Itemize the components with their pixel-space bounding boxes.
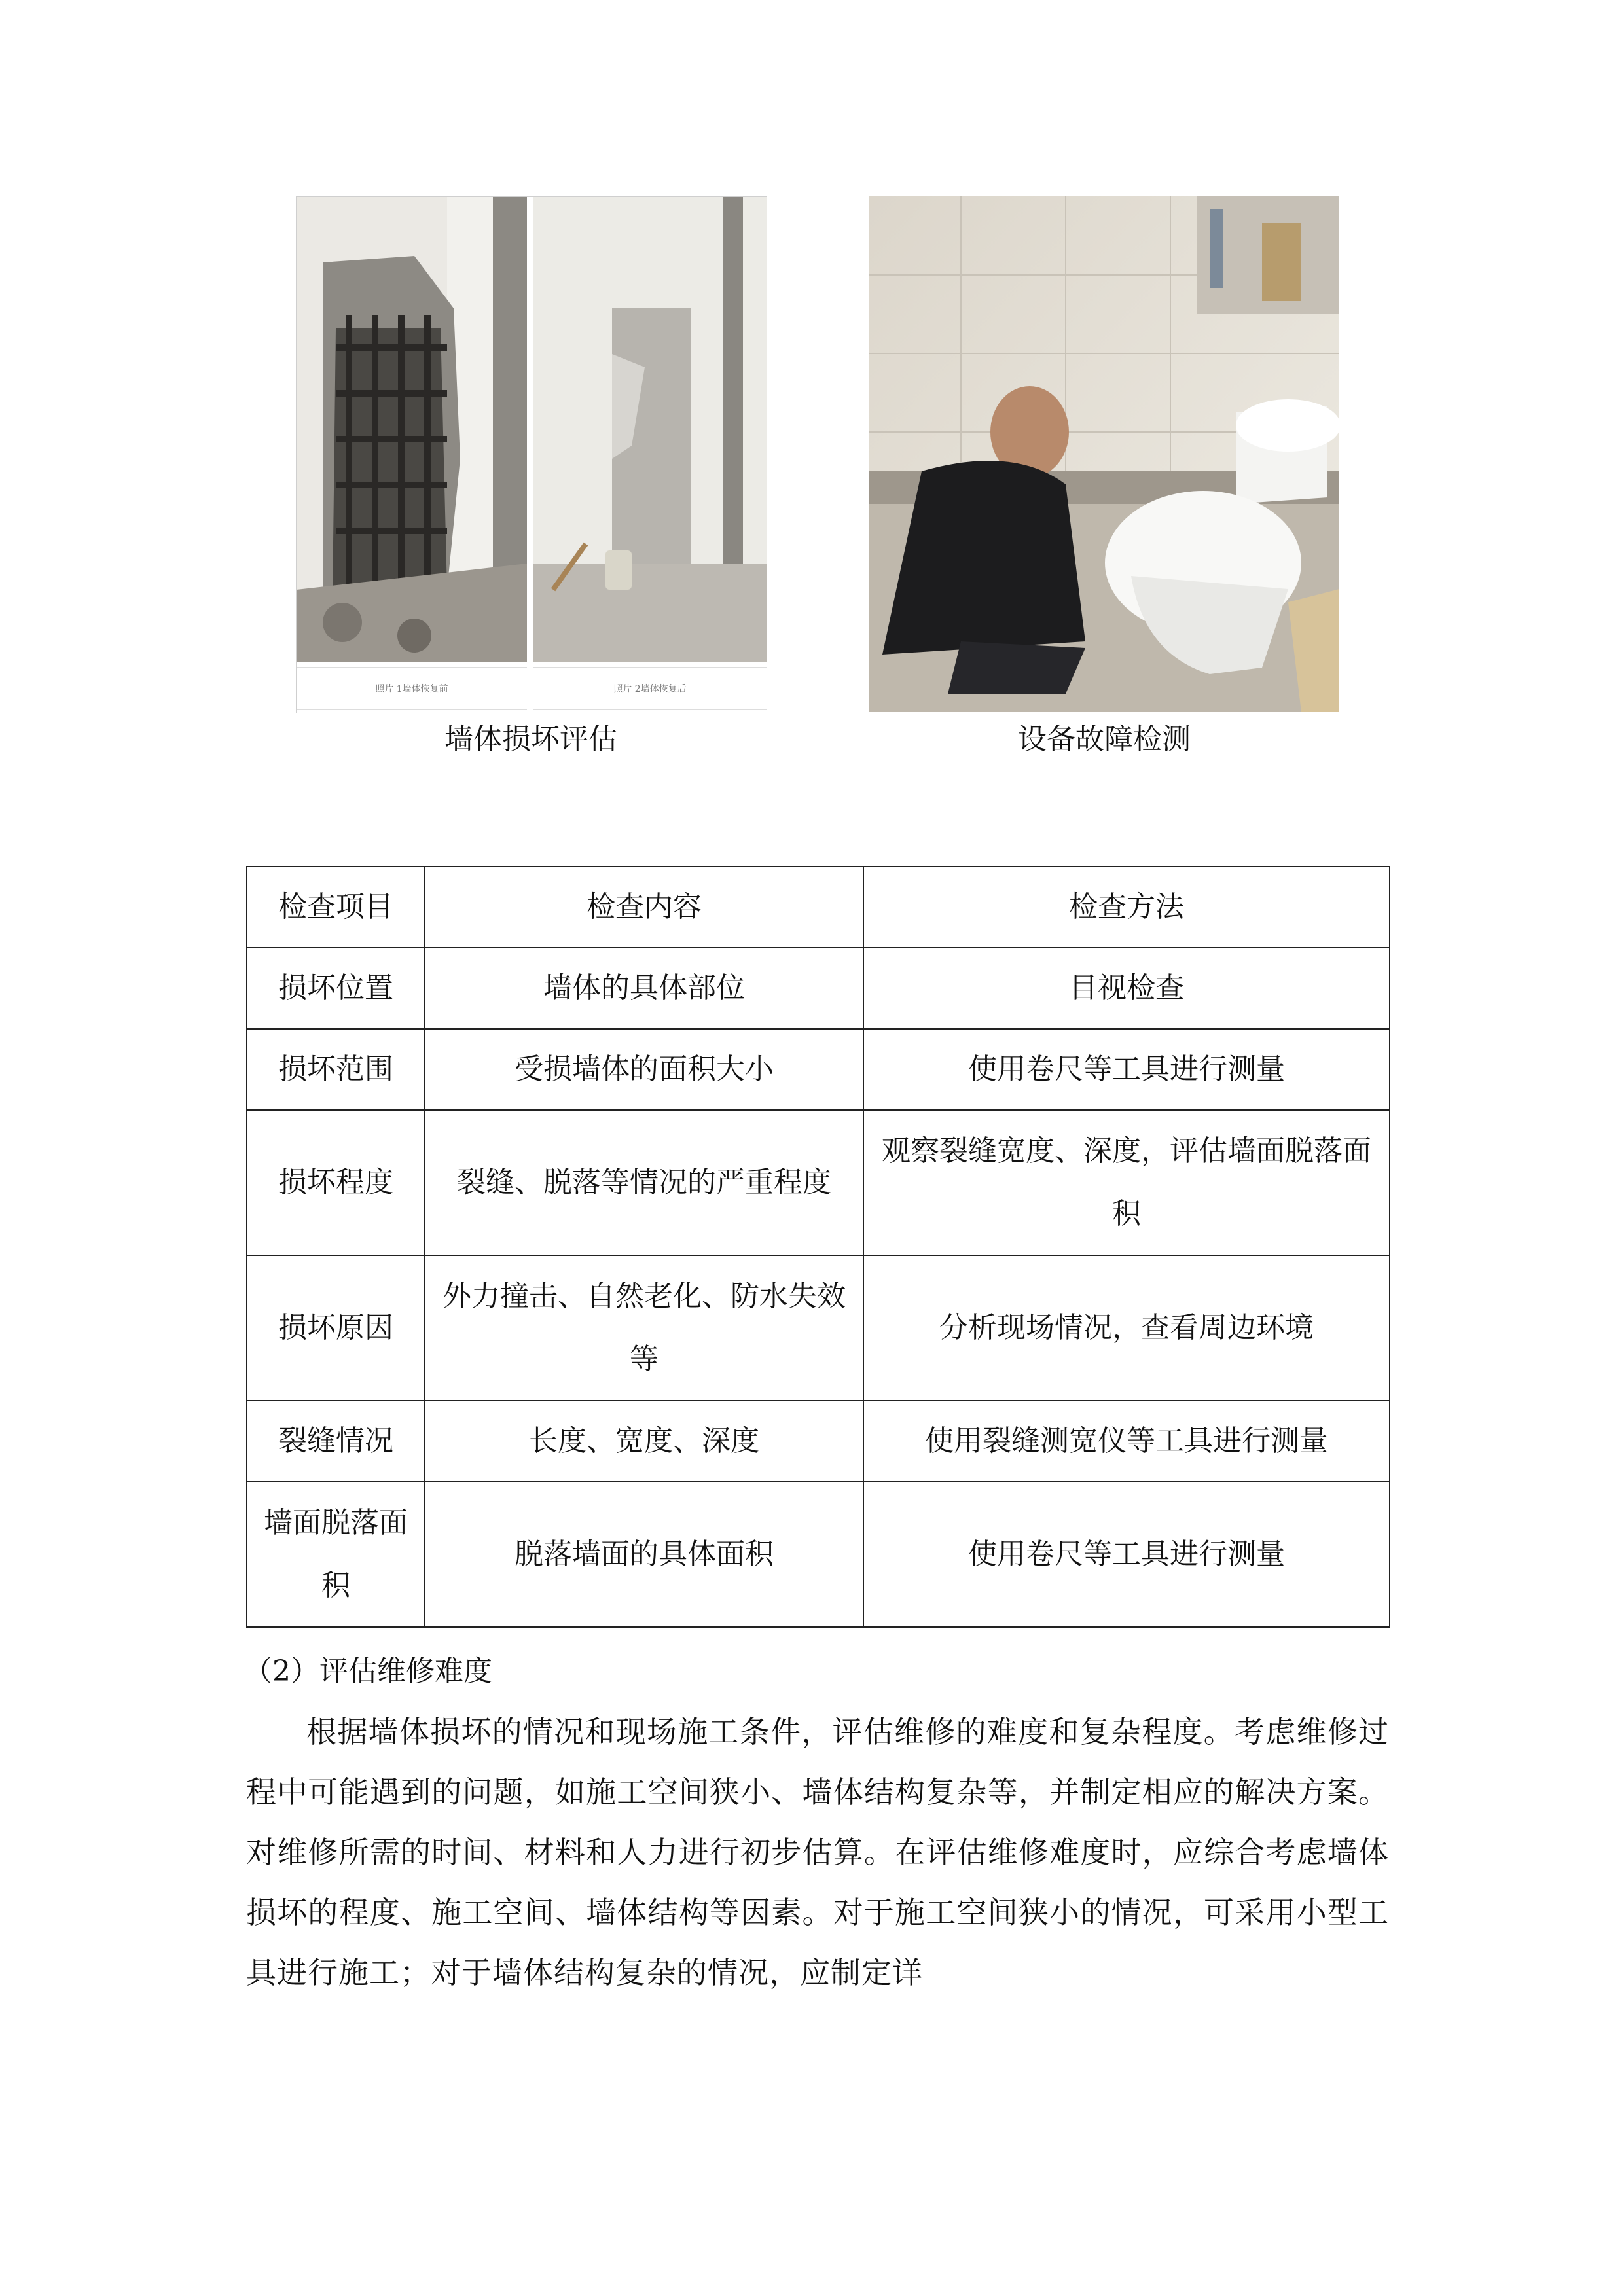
table-row: [247, 1401, 1390, 1482]
panel-label: 照片 1墙体恢复前: [297, 667, 527, 710]
panel-label: 照片 2墙体恢复后: [533, 667, 767, 710]
table-cell: 观察裂缝宽度、深度，评估墙面脱落面积: [863, 1110, 1390, 1255]
table-cell: 分析现场情况，查看周边环境: [863, 1255, 1390, 1401]
table-cell: 脱落墙面的具体面积: [425, 1482, 863, 1627]
table-cell: 损坏原因: [247, 1255, 425, 1401]
wall-after-photo: [533, 197, 767, 662]
table-header-cell: 检查方法: [863, 867, 1390, 948]
figure-caption: 设备故障检测: [1018, 723, 1191, 756]
table-cell: 墙体的具体部位: [425, 948, 863, 1029]
wall-before-photo: [297, 197, 527, 662]
inspection-table: [246, 866, 1390, 1628]
table-cell: 损坏程度: [247, 1110, 425, 1255]
wall-damage-photo: [296, 196, 767, 713]
table-cell: 墙面脱落面积: [247, 1482, 425, 1627]
section-heading: （2）评估维修难度: [244, 1655, 492, 1688]
body-paragraph: 根据墙体损坏的情况和现场施工条件，评估维修的难度和复杂程度。考虑维修过程中可能遇到的问题，如施工空间狭小、墙体结构复杂等，并制定相应的解决方案。对维修所需的时间、材料和人力进行初步估算。在评估维修难度时，应综合考虑墙体损坏的程度、施工空间、墙体结构等因素。对于施工空间狭小的情况，可采用小型工具进行施工；对于墙体结构复杂的情况，应制定详: [246, 1714, 1389, 1990]
figure-caption: 墙体损坏评估: [444, 723, 617, 756]
table-cell: 损坏位置: [247, 948, 425, 1029]
table-row: [247, 1255, 1390, 1401]
table-cell: 外力撞击、自然老化、防水失效等: [425, 1255, 863, 1401]
table-cell: 使用裂缝测宽仪等工具进行测量: [863, 1401, 1390, 1482]
table-cell: 损坏范围: [247, 1029, 425, 1110]
table-row: [247, 1110, 1390, 1255]
table-header-cell: 检查项目: [247, 867, 425, 948]
equipment-inspection-photo: [869, 196, 1339, 712]
table-row: [247, 1482, 1390, 1627]
table-cell: 长度、宽度、深度: [425, 1401, 863, 1482]
table-cell: 受损墙体的面积大小: [425, 1029, 863, 1110]
table-header-row: [247, 867, 1390, 948]
table-row: [247, 948, 1390, 1029]
table-cell: 裂缝情况: [247, 1401, 425, 1482]
table-cell: 裂缝、脱落等情况的严重程度: [425, 1110, 863, 1255]
table-cell: 目视检查: [863, 948, 1390, 1029]
table-cell: 使用卷尺等工具进行测量: [863, 1482, 1390, 1627]
table-header-cell: 检查内容: [425, 867, 863, 948]
table-row: [247, 1029, 1390, 1110]
table-cell: 使用卷尺等工具进行测量: [863, 1029, 1390, 1110]
